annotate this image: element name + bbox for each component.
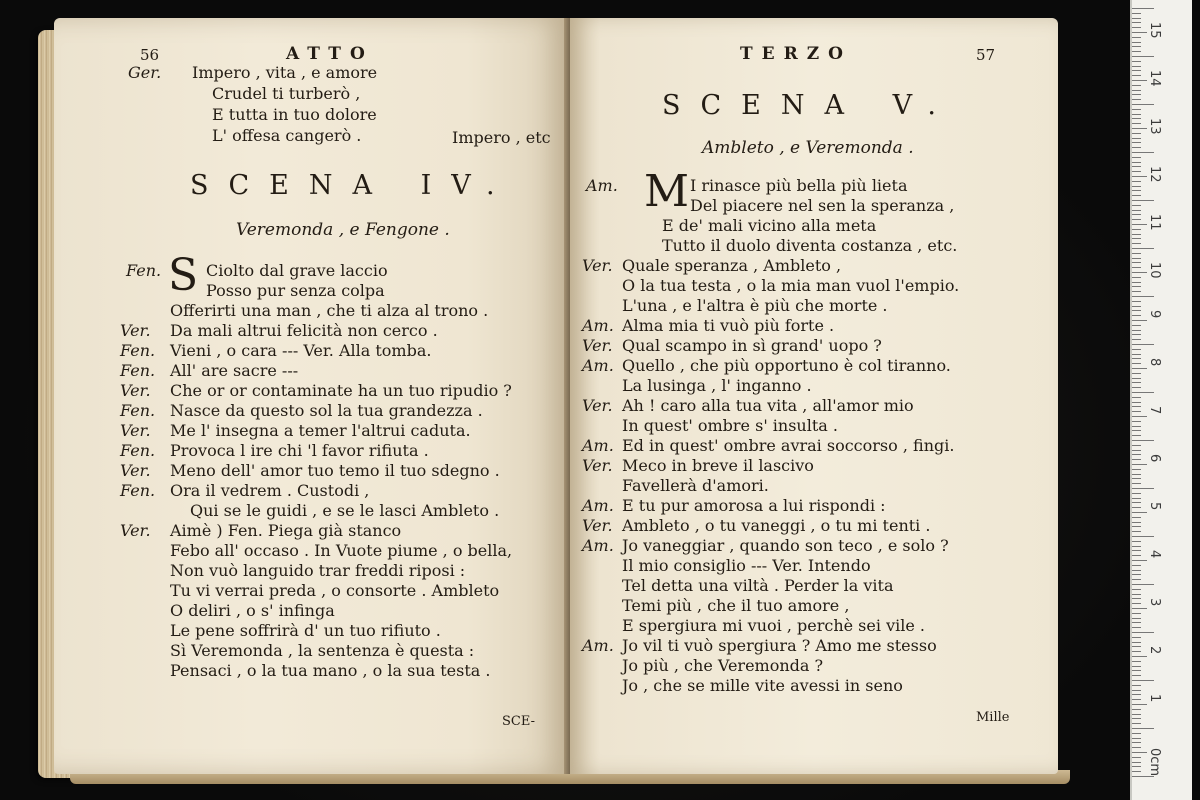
ruler-tick [1132,402,1141,403]
verse-line: Alma mia ti vuò più forte . [622,316,835,335]
ruler-tick [1132,147,1141,148]
verse-line: O la tua testa , o la mia man vuol l'empio. [622,276,960,295]
verse-line: Quale speranza , Ambleto , [622,256,842,275]
ruler-tick [1132,709,1141,710]
ruler-tick [1132,637,1141,638]
ruler-tick [1132,123,1141,124]
ruler-label: 9 [1147,310,1162,319]
ruler-tick [1132,272,1147,273]
ruler-tick [1132,378,1141,379]
ruler-tick [1132,349,1141,350]
ruler-tick [1132,397,1141,398]
ruler-tick [1132,512,1147,513]
ruler-tick [1132,296,1154,297]
verse-line: I rinasce più bella più lieta [690,176,908,195]
ruler-tick [1132,205,1141,206]
ruler-tick [1132,632,1154,633]
ruler-tick [1132,464,1147,465]
ruler-tick [1132,474,1141,475]
ruler-label: 15 [1147,22,1162,39]
speaker-label: Ver. [582,336,613,355]
ruler-label: 12 [1147,166,1162,183]
ruler-tick [1132,738,1141,739]
ruler-tick [1132,118,1141,119]
ruler-tick [1132,675,1141,676]
ruler-tick [1132,344,1154,345]
verse-line: Impero , vita , e amore [192,63,378,82]
verse-line: La lusinga , l' inganno . [622,376,812,395]
speaker-label: Ver. [120,521,151,540]
ruler-tick [1132,714,1141,715]
verse-line: Posso pur senza colpa [206,281,385,300]
speaker-label: Fen. [120,361,156,380]
ruler-label: 5 [1147,502,1162,511]
ruler-tick [1132,430,1141,431]
ruler-tick [1132,560,1147,561]
speaker-label: Ver. [582,256,613,275]
verse-line: Temi più , che il tuo amore , [622,596,850,615]
ruler-tick [1132,704,1147,705]
verse-line: Jo vaneggiar , quando son teco , e solo ? [622,536,949,555]
scene-heading-right: SCENA V. [662,90,956,121]
ruler-tick [1132,66,1141,67]
open-book [34,10,1074,790]
ruler-tick [1132,594,1141,595]
ruler-tick [1132,320,1147,321]
ruler-tick [1132,526,1141,527]
ruler-tick [1132,728,1154,729]
verse-line: Febo all' occaso . In Vuote piume , o bella, [170,541,513,560]
ruler-tick [1132,358,1141,359]
verse-line: Ciolto dal grave laccio [206,261,388,280]
catchword-left: SCE- [502,714,535,729]
ruler-label: 3 [1147,598,1162,607]
ruler-tick [1132,454,1141,455]
ruler-tick [1132,162,1141,163]
ruler-label: 8 [1147,358,1162,367]
verse-line: Qual scampo in sì grand' uopo ? [622,336,882,355]
ruler-tick [1132,608,1147,609]
speaker-label: Ver. [120,421,151,440]
ruler-tick [1132,627,1141,628]
ruler-tick [1132,522,1141,523]
verse-line: Jo più , che Veremonda ? [622,656,824,675]
verse-line: All' are sacre --- [170,361,299,380]
verse-line: Offerirti una man , che ti alza al trono . [170,301,489,320]
ruler-tick [1132,570,1141,571]
page-number-left: 56 [140,46,160,64]
ruler-tick [1132,435,1141,436]
verse-line: Tel detta una viltà . Perder la vita [622,576,894,595]
ruler-tick [1132,51,1141,52]
ruler-tick [1132,733,1141,734]
ruler-tick [1132,267,1141,268]
ruler-tick [1132,27,1141,28]
ruler-tick [1132,18,1141,19]
ruler-tick [1132,8,1154,9]
speaker-label: Am. [582,316,614,335]
ruler-tick [1132,373,1141,374]
ruler-tick [1132,85,1141,86]
verse-line: Ed in quest' ombre avrai soccorso , fingi. [622,436,955,455]
left-page [54,18,570,774]
verse-line: Tutto il duolo diventa costanza , etc. [662,236,958,255]
ruler-tick [1132,531,1141,532]
ruler-tick [1132,176,1147,177]
ruler-tick [1132,502,1141,503]
ruler-tick [1132,138,1141,139]
ruler-tick [1132,37,1141,38]
ruler-tick [1132,699,1141,700]
verse-line: Aimè ) Fen. Piega già stanco [170,521,402,540]
ruler-tick [1132,219,1141,220]
ruler-tick [1132,752,1147,753]
ruler-tick [1132,382,1141,383]
ruler-tick [1132,507,1141,508]
scene-characters-left: Veremonda , e Fengone . [236,220,450,240]
ruler-label: 7 [1147,406,1162,415]
running-head-left: ATTO [286,44,374,64]
ruler-tick [1132,248,1154,249]
ruler-tick [1132,286,1141,287]
verse-line: Meno dell' amor tuo temo il tuo sdegno . [170,461,500,480]
speaker-label: Ver. [120,461,151,480]
verse-line: O deliri , o s' infinga [170,601,335,620]
refrain-cue: Impero , etc [452,128,551,147]
scene-heading-left: SCENA IV. [190,170,515,201]
ruler-tick [1132,450,1141,451]
ruler-tick [1132,440,1154,441]
ruler-tick [1132,493,1141,494]
ruler-tick [1132,771,1141,772]
verse-line: Crudel ti turberò , [212,84,361,103]
ruler-tick [1132,42,1141,43]
ruler-tick [1132,498,1141,499]
speaker-label: Fen. [120,441,156,460]
ruler-label: 2 [1147,646,1162,655]
ruler-tick [1132,670,1141,671]
verse-line: Nasce da questo sol la tua grandezza . [170,401,483,420]
ruler-tick [1132,32,1147,33]
speaker-label: Ver. [582,456,613,475]
ruler-tick [1132,445,1141,446]
speaker-label: Fen. [120,481,156,500]
ruler-tick [1132,666,1141,667]
verse-line: Le pene soffrirà d' un tuo rifiuto . [170,621,441,640]
speaker-label: Am. [582,436,614,455]
ruler-tick [1132,459,1141,460]
ruler-tick [1132,253,1141,254]
ruler-label: 1 [1147,694,1162,703]
ruler-label: 10 [1147,262,1162,279]
ruler-tick [1132,166,1141,167]
ruler-tick [1132,421,1141,422]
verse-line: Non vuò languido trar freddi riposi : [170,561,466,580]
ruler-tick [1132,406,1141,407]
ruler-tick [1132,142,1141,143]
ruler-tick [1132,469,1141,470]
ruler-tick [1132,109,1141,110]
ruler-tick [1132,483,1141,484]
ruler-tick [1132,90,1141,91]
ruler-tick [1132,718,1141,719]
ruler-tick [1132,603,1141,604]
ruler-tick [1132,104,1154,105]
ruler-tick [1132,766,1141,767]
ruler-tick [1132,291,1141,292]
ruler-tick [1132,651,1141,652]
ruler-tick [1132,229,1141,230]
ruler-tick [1132,574,1141,575]
ruler-tick [1132,234,1141,235]
ruler-tick [1132,416,1147,417]
ruler-tick [1132,243,1141,244]
ruler-tick [1132,56,1154,57]
ruler-tick [1132,70,1141,71]
ruler-tick [1132,618,1141,619]
ruler-tick [1132,277,1141,278]
ruler-tick [1132,94,1141,95]
ruler-tick [1132,646,1141,647]
ruler-tick [1132,330,1141,331]
ruler-tick [1132,46,1141,47]
verse-line: Me l' insegna a temer l'altrui caduta. [170,421,471,440]
speaker-label: Ver. [582,516,613,535]
speaker-label: Fen. [120,341,156,360]
verse-line: Sì Veremonda , la sentenza è questa : [170,641,475,660]
ruler-tick [1132,306,1141,307]
ruler-tick [1132,61,1141,62]
verse-line: Quello , che più opportuno è col tiranno. [622,356,951,375]
ruler-tick [1132,656,1147,657]
ruler-tick [1132,258,1141,259]
speaker-label: Ger. [128,63,162,82]
verse-line: E tu pur amorosa a lui rispondi : [622,496,886,515]
ruler-tick [1132,238,1141,239]
ruler-tick [1132,694,1141,695]
verse-line: Ambleto , o tu vaneggi , o tu mi tenti . [622,516,931,535]
speaker-label: Fen. [120,401,156,420]
ruler-tick [1132,310,1141,311]
ruler-tick [1132,195,1141,196]
verse-line: L'una , e l'altra è più che morte . [622,296,888,315]
verse-line: Provoca l ire chi 'l favor rifiuta . [170,441,429,460]
verse-line: Che or or contaminate ha un tuo ripudio ? [170,381,512,400]
ruler-tick [1132,224,1147,225]
ruler-tick [1132,190,1141,191]
ruler-label: 11 [1147,214,1162,231]
ruler-tick [1132,301,1141,302]
speaker-label: Am. [582,496,614,515]
ruler-label: 4 [1147,550,1162,559]
ruler-tick [1132,99,1141,100]
ruler-tick [1132,13,1141,14]
ruler-tick [1132,339,1141,340]
speaker-label: Fen. [126,261,162,280]
ruler-tick [1132,75,1141,76]
ruler-tick [1132,642,1141,643]
ruler-label: 6 [1147,454,1162,463]
ruler-tick [1132,723,1141,724]
ruler-tick [1132,210,1141,211]
ruler-tick [1132,334,1141,335]
ruler-tick [1132,579,1141,580]
speaker-label: Ver. [120,381,151,400]
ruler-tick [1132,114,1141,115]
ruler-tick [1132,613,1141,614]
ruler-tick [1132,589,1141,590]
page-number-right: 57 [976,46,996,64]
verse-line: Jo vil ti vuò spergiura ? Amo me stesso [622,636,937,655]
speaker-label: Ver. [582,396,613,415]
ruler-tick [1132,325,1141,326]
ruler-tick [1132,546,1141,547]
running-head-right: TERZO [740,44,852,64]
verse-line: Jo , che se mille vite avessi in seno [622,676,903,695]
verse-line: Il mio consiglio --- Ver. Intendo [622,556,871,575]
ruler-tick [1132,387,1141,388]
verse-line: E tutta in tuo dolore [212,105,377,124]
ruler-label: 14 [1147,70,1162,87]
ruler-tick [1132,517,1141,518]
catchword-right: Mille [976,710,1010,725]
ruler-tick [1132,411,1141,412]
verse-line: Del piacere nel sen la speranza , [690,196,955,215]
ruler-tick [1132,128,1147,129]
ruler-tick [1132,282,1141,283]
ruler-tick [1132,152,1154,153]
verse-line: Favellerà d'amori. [622,476,769,495]
speaker-label: Ver. [120,321,151,340]
ruler-tick [1132,680,1154,681]
speaker-label: Am. [582,536,614,555]
ruler-tick [1132,685,1141,686]
ruler-tick [1132,354,1141,355]
right-page [570,18,1058,774]
verse-line: Tu vi verrai preda , o consorte . Ambleto [170,581,500,600]
ruler-tick [1132,541,1141,542]
ruler-tick [1132,200,1154,201]
ruler-tick [1132,133,1141,134]
verse-line: E de' mali vicino alla meta [662,216,877,235]
measuring-ruler [1130,0,1192,800]
verse-line: Ora il vedrem . Custodi , [170,481,370,500]
ruler-tick [1132,757,1141,758]
ruler-tick [1132,742,1141,743]
verse-line: Vieni , o cara --- Ver. Alla tomba. [170,341,432,360]
ruler-label: 13 [1147,118,1162,135]
verse-line: L' offesa cangerò . [212,126,362,145]
ruler-tick [1132,622,1141,623]
ruler-tick [1132,186,1141,187]
ruler-tick [1132,368,1147,369]
ruler-tick [1132,565,1141,566]
ruler-tick [1132,171,1141,172]
ruler-tick [1132,598,1141,599]
speaker-label: Am. [582,636,614,655]
ruler-tick [1132,584,1154,585]
ruler-tick [1132,80,1147,81]
ruler-tick [1132,363,1141,364]
ruler-tick [1132,478,1141,479]
verse-line: Ah ! caro alla tua vita , all'amor mio [622,396,914,415]
drop-cap: S [168,250,199,301]
ruler-tick [1132,488,1154,489]
ruler-tick [1132,762,1141,763]
ruler-tick [1132,181,1141,182]
ruler-tick [1132,315,1141,316]
speaker-label: Am. [582,356,614,375]
ruler-tick [1132,661,1141,662]
verse-line: Pensaci , o la tua mano , o la sua testa . [170,661,491,680]
speaker-label: Am. [586,176,618,195]
ruler-tick [1132,555,1141,556]
ruler-tick [1132,690,1141,691]
scene-characters-right: Ambleto , e Veremonda . [702,138,914,158]
ruler-tick [1132,550,1141,551]
ruler-tick [1132,214,1141,215]
ruler-tick [1132,22,1141,23]
ruler-tick [1132,426,1141,427]
verse-line: Meco in breve il lascivo [622,456,814,475]
verse-line: In quest' ombre s' insulta . [622,416,838,435]
ruler-tick [1132,747,1141,748]
drop-cap: M [644,166,690,217]
ruler-label: 0cm [1147,748,1162,777]
ruler-tick [1132,776,1154,777]
ruler-tick [1132,157,1141,158]
verse-line: Qui se le guidi , e se le lasci Ambleto . [190,501,500,520]
ruler-tick [1132,392,1154,393]
verse-line: Da mali altrui felicità non cerco . [170,321,438,340]
ruler-tick [1132,262,1141,263]
ruler-tick [1132,536,1154,537]
verse-line: E spergiura mi vuoi , perchè sei vile . [622,616,925,635]
